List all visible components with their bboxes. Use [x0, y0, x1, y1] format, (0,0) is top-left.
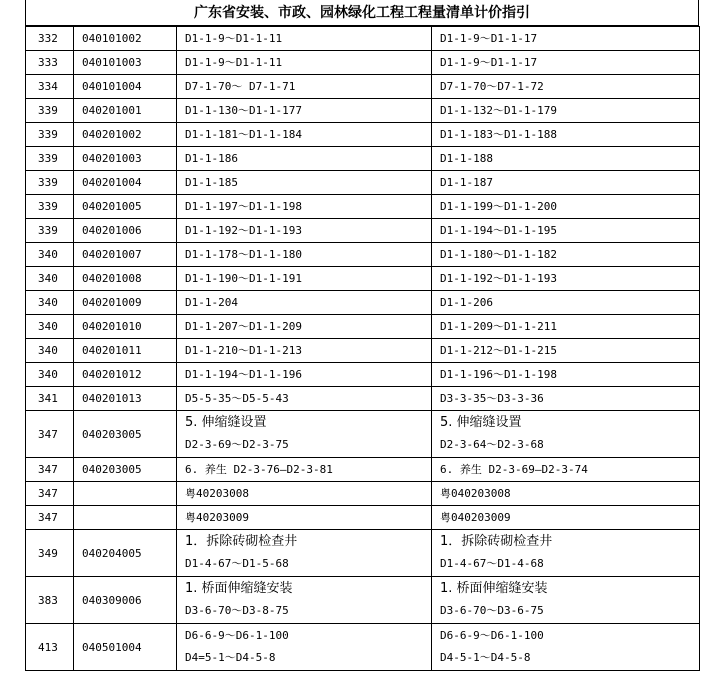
page-number-cell: 341	[26, 387, 74, 411]
quota-table-body	[26, 27, 700, 671]
corrected-quota-cell	[432, 75, 700, 99]
original-quota-cell	[177, 387, 432, 411]
original-quota-cell	[177, 506, 432, 530]
page-number-cell: 333	[26, 51, 74, 75]
original-quota-cell	[177, 99, 432, 123]
original-quota-line: D1-1-204	[185, 295, 238, 309]
page-number-cell: 340	[26, 363, 74, 387]
corrected-quota-line: D1-1-188	[440, 151, 493, 165]
item-code-cell: 040309006	[74, 577, 177, 624]
corrected-quota-cell	[432, 195, 700, 219]
corrected-quota-line: D1-1-199～D1-1-200	[440, 199, 557, 213]
corrected-quota-cell	[432, 315, 700, 339]
original-quota-line: D1-4-67～D1-5-68	[185, 557, 289, 570]
original-quota-line: D1-1-178～D1-1-180	[185, 247, 302, 261]
item-code-cell: 040201013	[74, 387, 177, 411]
corrected-quota-line: D1-1-180～D1-1-182	[440, 247, 557, 261]
original-quota-cell	[177, 219, 432, 243]
page-number-cell: 339	[26, 219, 74, 243]
item-code-cell: 040201001	[74, 99, 177, 123]
corrected-quota-line: D1-1-212～D1-1-215	[440, 343, 557, 357]
item-code-cell: 040101003	[74, 51, 177, 75]
corrected-quota-cell	[432, 267, 700, 291]
original-quota-cell	[177, 577, 432, 624]
item-code-cell: 040101002	[74, 27, 177, 51]
original-quota-line: 粤40203009	[185, 510, 249, 524]
corrected-quota-cell	[432, 482, 700, 506]
corrected-quota-line: 6. 养生 D2-3-69—D2-3-74	[440, 462, 588, 476]
original-quota-line: 6. 养生 D2-3-76—D2-3-81	[185, 462, 333, 476]
original-quota-line: D4=5-1～D4-5-8	[185, 651, 276, 664]
original-quota-cell	[177, 51, 432, 75]
page-number-cell: 340	[26, 291, 74, 315]
corrected-quota-line: D1-1-196～D1-1-198	[440, 367, 557, 381]
table-row	[26, 411, 700, 458]
corrected-quota-line: D3-3-35～D3-3-36	[440, 391, 544, 405]
page-number-cell: 383	[26, 577, 74, 624]
item-code-cell: 040203005	[74, 411, 177, 458]
page-number-cell: 347	[26, 458, 74, 482]
page-number-cell: 339	[26, 195, 74, 219]
original-quota-cell	[177, 411, 432, 458]
corrected-quota-line: 1. 桥面伸缩缝安装	[440, 581, 548, 596]
corrected-quota-line: D6-6-9～D6-1-100	[440, 629, 544, 642]
table-row	[26, 123, 700, 147]
corrected-quota-line: D7-1-70～D7-1-72	[440, 79, 544, 93]
item-code-cell: 040201009	[74, 291, 177, 315]
page-number-cell: 339	[26, 123, 74, 147]
original-quota-line: D7-1-70～ D7-1-71	[185, 79, 296, 93]
original-quota-line: D1-1-197～D1-1-198	[185, 199, 302, 213]
corrected-quota-cell	[432, 27, 700, 51]
table-row	[26, 219, 700, 243]
original-quota-line: D1-1-9～D1-1-11	[185, 55, 283, 69]
page-number-cell: 340	[26, 315, 74, 339]
corrected-quota-cell	[432, 530, 700, 577]
corrected-quota-line: D4-5-1～D4-5-8	[440, 651, 531, 664]
item-code-cell: 040204005	[74, 530, 177, 577]
corrected-quota-line: D1-1-192～D1-1-193	[440, 271, 557, 285]
item-code-cell: 040201008	[74, 267, 177, 291]
table-row	[26, 339, 700, 363]
item-code-cell	[74, 482, 177, 506]
corrected-quota-cell	[432, 458, 700, 482]
original-quota-cell	[177, 171, 432, 195]
original-quota-line: 1. 桥面伸缩缝安装	[185, 581, 293, 596]
table-row	[26, 243, 700, 267]
original-quota-cell	[177, 75, 432, 99]
corrected-quota-line: D1-1-206	[440, 295, 493, 309]
corrected-quota-cell	[432, 577, 700, 624]
table-row	[26, 530, 700, 577]
item-code-cell: 040201012	[74, 363, 177, 387]
item-code-cell: 040201004	[74, 171, 177, 195]
original-quota-cell	[177, 363, 432, 387]
original-quota-cell	[177, 530, 432, 577]
corrected-quota-line: D1-1-183～D1-1-188	[440, 127, 557, 141]
page-number-cell: 347	[26, 411, 74, 458]
original-quota-line: D6-6-9～D6-1-100	[185, 629, 289, 642]
item-code-cell: 040201007	[74, 243, 177, 267]
original-quota-line: D1-1-186	[185, 151, 238, 165]
page-number-cell: 413	[26, 624, 74, 671]
item-code-cell: 040201011	[74, 339, 177, 363]
page-number-cell: 340	[26, 243, 74, 267]
table-row	[26, 506, 700, 530]
item-code-cell	[74, 506, 177, 530]
table-row	[26, 171, 700, 195]
item-code-cell: 040201006	[74, 219, 177, 243]
original-quota-cell	[177, 147, 432, 171]
item-code-cell: 040101004	[74, 75, 177, 99]
original-quota-line: D1-1-192～D1-1-193	[185, 223, 302, 237]
corrected-quota-cell	[432, 99, 700, 123]
original-quota-cell	[177, 315, 432, 339]
original-quota-line: D1-1-130～D1-1-177	[185, 103, 302, 117]
item-code-cell: 040201005	[74, 195, 177, 219]
original-quota-line: D2-3-69～D2-3-75	[185, 438, 289, 451]
corrected-quota-line: 1．拆除砖砌检查井	[440, 534, 553, 549]
page-number-cell: 347	[26, 482, 74, 506]
page-number-cell: 340	[26, 267, 74, 291]
original-quota-cell	[177, 458, 432, 482]
corrected-quota-cell	[432, 291, 700, 315]
corrected-quota-line: 粤040203009	[440, 510, 511, 524]
corrected-quota-line: D1-1-194～D1-1-195	[440, 223, 557, 237]
corrected-quota-line: D1-1-9～D1-1-17	[440, 31, 538, 45]
corrected-quota-cell	[432, 243, 700, 267]
original-quota-cell	[177, 624, 432, 671]
original-quota-line: D1-1-185	[185, 175, 238, 189]
original-quota-cell	[177, 123, 432, 147]
original-quota-line: 5. 伸缩缝设置	[185, 415, 267, 430]
corrected-quota-cell	[432, 51, 700, 75]
corrected-quota-line: 5. 伸缩缝设置	[440, 415, 522, 430]
original-quota-line: D1-1-9～D1-1-11	[185, 31, 283, 45]
original-quota-cell	[177, 243, 432, 267]
original-quota-line: D1-1-190～D1-1-191	[185, 271, 302, 285]
table-row	[26, 315, 700, 339]
item-code-cell: 040201003	[74, 147, 177, 171]
table-row	[26, 387, 700, 411]
corrected-quota-cell	[432, 387, 700, 411]
table-row	[26, 195, 700, 219]
corrected-quota-line: D1-1-9～D1-1-17	[440, 55, 538, 69]
corrected-quota-cell	[432, 123, 700, 147]
quota-table	[25, 26, 700, 671]
table-row	[26, 99, 700, 123]
item-code-cell: 040501004	[74, 624, 177, 671]
table-row	[26, 482, 700, 506]
page-number-cell: 349	[26, 530, 74, 577]
corrected-quota-cell	[432, 171, 700, 195]
page-number-cell: 347	[26, 506, 74, 530]
page-number-cell: 334	[26, 75, 74, 99]
corrected-quota-cell	[432, 411, 700, 458]
page-number-cell: 339	[26, 171, 74, 195]
original-quota-line: D1-1-194～D1-1-196	[185, 367, 302, 381]
original-quota-line: D1-1-210～D1-1-213	[185, 343, 302, 357]
original-quota-line: D1-1-181～D1-1-184	[185, 127, 302, 141]
item-code-cell: 040201002	[74, 123, 177, 147]
original-quota-line: D3-6-70～D3-8-75	[185, 604, 289, 617]
item-code-cell: 040203005	[74, 458, 177, 482]
original-quota-cell	[177, 267, 432, 291]
item-code-cell: 040201010	[74, 315, 177, 339]
table-row	[26, 577, 700, 624]
original-quota-cell	[177, 27, 432, 51]
corrected-quota-line: D1-1-209～D1-1-211	[440, 319, 557, 333]
corrected-quota-line: D1-1-187	[440, 175, 493, 189]
page-number-cell: 332	[26, 27, 74, 51]
original-quota-line: D1-1-207～D1-1-209	[185, 319, 302, 333]
corrected-quota-cell	[432, 363, 700, 387]
table-row	[26, 51, 700, 75]
table-row	[26, 267, 700, 291]
corrected-quota-line: D1-1-132～D1-1-179	[440, 103, 557, 117]
original-quota-cell	[177, 195, 432, 219]
table-row	[26, 291, 700, 315]
page-number-cell: 340	[26, 339, 74, 363]
original-quota-line: 1．拆除砖砌检查井	[185, 534, 298, 549]
table-row	[26, 27, 700, 51]
corrected-quota-cell	[432, 506, 700, 530]
corrected-quota-cell	[432, 219, 700, 243]
table-row	[26, 458, 700, 482]
pricing-guide-sheet	[25, 0, 699, 671]
corrected-quota-line: D2-3-64～D2-3-68	[440, 438, 544, 451]
table-row	[26, 75, 700, 99]
table-row	[26, 624, 700, 671]
page-number-cell: 339	[26, 147, 74, 171]
corrected-quota-cell	[432, 339, 700, 363]
original-quota-cell	[177, 291, 432, 315]
original-quota-cell	[177, 482, 432, 506]
sheet-title: 广东省安装、市政、园林绿化工程工程量清单计价指引	[25, 0, 699, 26]
original-quota-line: D5-5-35～D5-5-43	[185, 391, 289, 405]
corrected-quota-cell	[432, 147, 700, 171]
corrected-quota-cell	[432, 624, 700, 671]
table-row	[26, 363, 700, 387]
original-quota-line: 粤40203008	[185, 486, 249, 500]
original-quota-cell	[177, 339, 432, 363]
corrected-quota-line: D3-6-70～D3-6-75	[440, 604, 544, 617]
page-number-cell: 339	[26, 99, 74, 123]
table-row	[26, 147, 700, 171]
corrected-quota-line: D1-4-67～D1-4-68	[440, 557, 544, 570]
corrected-quota-line: 粤040203008	[440, 486, 511, 500]
